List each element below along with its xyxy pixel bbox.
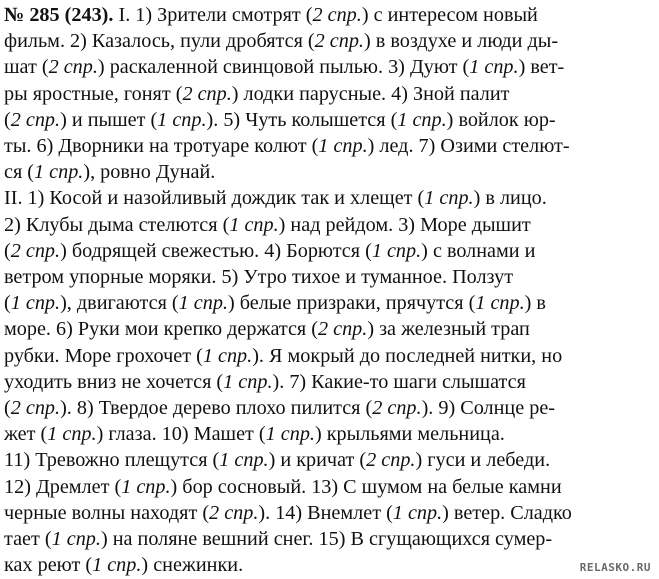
text-fragment: ). Я мокрый до последней нитки, но <box>252 344 563 367</box>
text-fragment: ( <box>4 397 11 420</box>
text-fragment: ), двигаются ( <box>60 292 179 315</box>
text-fragment: ) над рейдом. 3) Море дышит <box>278 213 531 236</box>
text-fragment: ) гуси и лебеди. <box>415 449 551 472</box>
text-fragment: ) бор сосновый. 13) С шумом на белые камни <box>170 475 562 498</box>
conjugation-note: 2 спр. <box>372 397 422 420</box>
text-fragment: ) ветер. Сладко <box>442 501 572 524</box>
p1-line <box>4 28 649 54</box>
p1-line <box>4 133 649 159</box>
conjugation-note: 1 спр. <box>47 423 97 446</box>
conjugation-note: 1 спр. <box>10 292 61 315</box>
p2-line <box>4 526 649 552</box>
text-fragment: ры яростные, гонят ( <box>4 82 183 105</box>
text-fragment: ках реют ( <box>4 554 93 577</box>
conjugation-note: 1 спр. <box>265 423 315 446</box>
conjugation-note: 1 спр. <box>202 344 253 367</box>
conjugation-note: 2 спр. <box>10 239 61 262</box>
text-fragment: ). 8) Твердое дерево плохо пилится ( <box>60 397 373 420</box>
conjugation-note: 1 спр. <box>219 449 269 472</box>
text-fragment: ) с интересом новый <box>361 4 538 26</box>
conjugation-note: 1 спр. <box>424 187 474 210</box>
text-fragment: море. 6) Руки мои крепко держатся ( <box>4 318 318 341</box>
text-fragment: уходить вниз не хочется ( <box>4 370 224 393</box>
conjugation-note: 2 спр. <box>182 82 232 105</box>
p2-line <box>4 316 649 342</box>
conjugation-note: 1 спр. <box>397 108 447 131</box>
conjugation-note: 2 спр. <box>209 501 259 524</box>
conjugation-note: 2 спр. <box>10 108 61 131</box>
text-fragment: 12) Дремлет ( <box>4 475 122 498</box>
p2-line <box>4 185 649 211</box>
text-fragment: ветром упорные моряки. 5) Утро тихое и туманное. Ползут <box>4 266 514 289</box>
conjugation-note: 2 спр. <box>317 318 368 341</box>
text-fragment: ). 9) Солнце ре- <box>421 397 556 420</box>
p2-line <box>4 264 649 290</box>
text-fragment: ) раскаленной свинцовой пылью. 3) Дуют ( <box>97 56 470 79</box>
p2-line <box>4 421 649 447</box>
text-fragment: ) бодрящей свежестью. 4) Борются ( <box>60 239 372 262</box>
text-fragment: 2) Клубы дыма стелются ( <box>4 213 230 236</box>
text-fragment: ). 14) Внемлет ( <box>258 501 393 524</box>
conjugation-note: 1 спр. <box>229 213 279 236</box>
p2-line <box>4 447 649 473</box>
p2-line <box>4 290 649 316</box>
conjugation-note: 1 спр. <box>51 528 101 551</box>
p2-line <box>4 238 649 264</box>
p2-line <box>4 343 649 369</box>
text-fragment: рубки. Море грохочет ( <box>4 344 203 367</box>
conjugation-note: 1 спр. <box>223 370 273 393</box>
part-2-paragraph <box>4 185 649 578</box>
text-fragment: ) глаза. 10) Машет ( <box>96 423 266 446</box>
p1-line <box>4 81 649 107</box>
text-fragment: ) и кричат ( <box>268 449 367 472</box>
conjugation-note: 1 спр. <box>318 135 368 158</box>
p2-line <box>4 474 649 500</box>
p1-line <box>4 54 649 80</box>
p1-line <box>4 107 649 133</box>
conjugation-note: 1 спр. <box>371 239 422 262</box>
p2-line <box>4 395 649 421</box>
conjugation-note: 2 спр. <box>312 4 362 26</box>
p1-line <box>4 159 649 185</box>
text-fragment: ( <box>4 292 11 315</box>
text-fragment: ) с волнами и <box>421 239 536 262</box>
text-fragment: ( <box>4 108 11 131</box>
conjugation-note: 1 спр. <box>157 108 207 131</box>
text-fragment: ) и пышет ( <box>60 108 158 131</box>
conjugation-note: 1 спр. <box>121 475 171 498</box>
text-fragment: ) вет- <box>518 56 565 79</box>
conjugation-note: 2 спр. <box>366 449 416 472</box>
text-fragment: ) снежинки. <box>141 554 244 577</box>
text-fragment: ) на поляне вешний снег. 15) В сгущающихся сумер- <box>100 528 553 551</box>
conjugation-note: 1 спр. <box>475 292 525 315</box>
text-fragment: ) крыльями мельница. <box>314 423 505 446</box>
text-fragment: ). 7) Какие-то шаги слышатся <box>272 370 526 393</box>
p2-line <box>4 500 649 526</box>
text-fragment: 11) Тревожно плещутся ( <box>4 449 220 472</box>
text-fragment: ), ровно Дунай. <box>83 161 216 184</box>
text-fragment: ) лодки парусные. 4) Зной палит <box>231 82 510 105</box>
conjugation-note: 1 спр. <box>92 554 142 577</box>
text-fragment: I. 1) Зрители смотрят ( <box>113 4 313 26</box>
part-1-paragraph <box>4 2 649 185</box>
text-fragment: шат ( <box>4 56 49 79</box>
conjugation-note: 2 спр. <box>314 30 364 53</box>
text-fragment: жет ( <box>4 423 48 446</box>
text-fragment: ) в воздухе и люди ды- <box>363 30 559 53</box>
exercise-number: № 285 (243). <box>4 4 114 26</box>
conjugation-note: 1 спр. <box>469 56 519 79</box>
conjugation-note: 2 спр. <box>10 397 61 420</box>
p1-line <box>4 2 649 28</box>
conjugation-note: 1 спр. <box>34 161 84 184</box>
conjugation-note: 2 спр. <box>48 56 98 79</box>
watermark: RELASKO.RU <box>579 561 651 574</box>
text-fragment: ты. 6) Дворники на тротуаре колют ( <box>4 135 319 158</box>
text-fragment: ) в <box>524 292 546 315</box>
text-fragment: ) в лицо. <box>473 187 547 210</box>
conjugation-note: 1 спр. <box>392 501 443 524</box>
conjugation-note: 1 спр. <box>178 292 228 315</box>
text-fragment: ( <box>4 239 11 262</box>
text-fragment: ) белые призраки, прячутся ( <box>227 292 476 315</box>
text-fragment: черные волны находят ( <box>4 501 210 524</box>
p2-line <box>4 369 649 395</box>
p2-line <box>4 552 649 578</box>
text-fragment: ) лед. 7) Озими стелют- <box>367 135 570 158</box>
text-fragment: ). 5) Чуть колышется ( <box>206 108 398 131</box>
text-fragment: тает ( <box>4 528 52 551</box>
text-fragment: ) за железный трап <box>367 318 530 341</box>
text-fragment: ) войлок юр- <box>446 108 556 131</box>
text-fragment: фильм. 2) Казалось, пули дробятся ( <box>4 30 315 53</box>
text-fragment: ся ( <box>4 161 35 184</box>
p2-line <box>4 212 649 238</box>
text-fragment: II. 1) Косой и назойливый дождик так и хлещет ( <box>4 187 425 210</box>
